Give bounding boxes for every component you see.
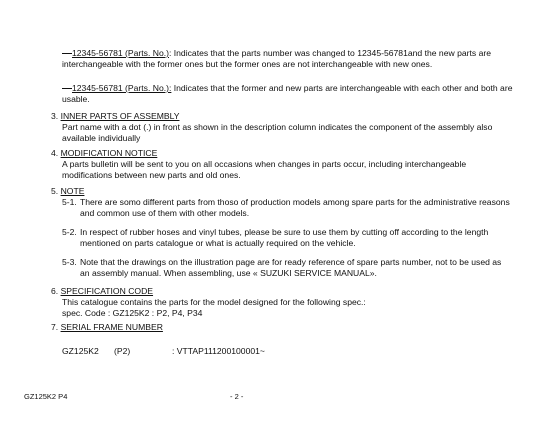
section-specification-code: 6. SPECIFICATION CODE This catalogue contains the parts for the model designed for the following spec.: spec. Code : GZ125K2 : P2, P4, P34 — [51, 286, 366, 318]
parts-number-code: 12345-56781 (Parts. No.) — [72, 48, 169, 58]
note-item: 5-3. Note that the drawings on the illustration page are for ready reference of spare parts number, not to be used as an assembly manual. When assembling, use « SUZUKI SERVICE MANUAL». — [62, 257, 502, 278]
section-note-heading: 5. NOTE — [51, 186, 85, 196]
section-serial-frame-number: 7. SERIAL FRAME NUMBER — [51, 322, 163, 332]
section-heading: MODIFICATION NOTICE — [60, 148, 158, 158]
serial-number: : VTTAP111200100001~ — [172, 346, 265, 356]
underline-dash — [62, 88, 72, 89]
parts-number-code: 12345-56781 (Parts. No.): — [72, 83, 172, 93]
note-item: 5-2. In respect of rubber hoses and vinyl tubes, please be sure to use them by cutting off according to the length mentioned on parts catalogue or what is actually required on the vehicle. — [62, 227, 489, 248]
section-heading: NOTE — [60, 186, 85, 196]
underline-dash — [62, 53, 72, 54]
intro-paragraph-changed: 12345-56781 (Parts. No.): Indicates that the parts number was changed to 12345-56781and the new parts are interchangeable with the former ones but the former ones are not interchangeable with new ones. — [62, 48, 491, 69]
serial-model: GZ125K2 — [62, 346, 99, 356]
page-number: - 2 - — [230, 392, 244, 401]
section-heading: SPECIFICATION CODE — [60, 286, 154, 296]
section-modification-notice: 4. MODIFICATION NOTICE A parts bulletin will be sent to you on all occasions when changes in parts occur, including interchangeable modifications between new parts and old ones. — [51, 148, 467, 180]
footer-model-code: GZ125K2 P4 — [24, 392, 68, 401]
section-heading: SERIAL FRAME NUMBER — [60, 322, 163, 332]
section-heading: INNER PARTS OF ASSEMBLY — [60, 111, 180, 121]
section-inner-parts: 3. INNER PARTS OF ASSEMBLY Part name with a dot (.) in front as shown in the description column indicates the component of the assembly also available individually — [51, 111, 493, 143]
intro-paragraph-interchangeable: 12345-56781 (Parts. No.): Indicates that the former and new parts are interchangeable with each other and both are usable. — [62, 83, 513, 104]
spec-code-line: spec. Code : GZ125K2 : P2, P4, P34 — [62, 308, 203, 318]
serial-spec: (P2) — [114, 346, 131, 356]
note-item: 5-1. There are somo different parts from thoso of production models among spare parts for the administrative reasons and common use of them with other models. — [62, 197, 510, 218]
